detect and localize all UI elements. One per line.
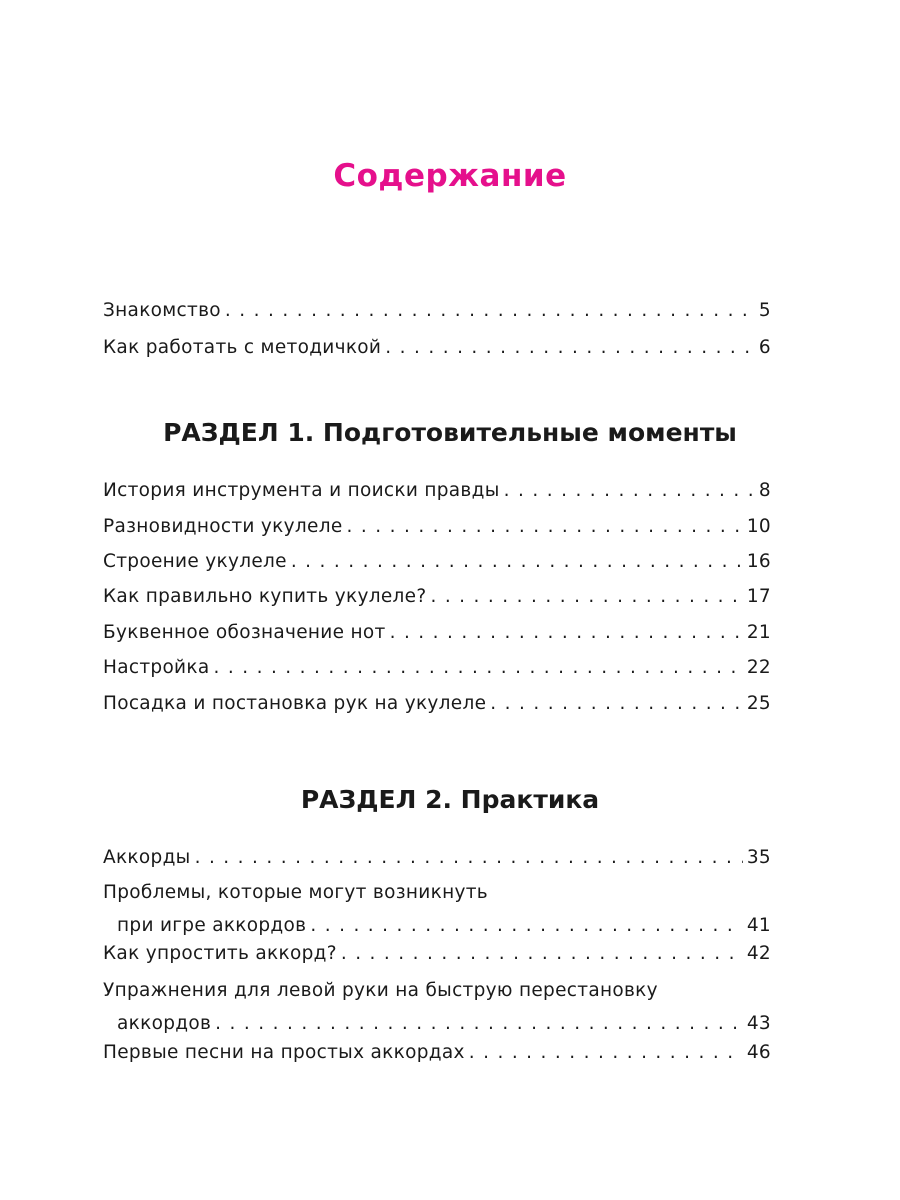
- entry-page-number: 22: [746, 657, 771, 678]
- toc-entry[interactable]: [103, 616, 771, 649]
- dot-leader: [195, 841, 743, 874]
- dot-leader: [291, 545, 743, 578]
- entry-title: Как упростить аккорд?: [103, 943, 337, 964]
- toc-entry[interactable]: [103, 510, 771, 543]
- entry-title: Аккорды: [103, 847, 191, 868]
- entry-title-continued: аккордов: [117, 1013, 212, 1034]
- toc-title: Содержание: [333, 158, 567, 194]
- dot-leader: [225, 294, 755, 327]
- toc-entry[interactable]: [103, 687, 771, 720]
- dot-leader: [341, 937, 743, 970]
- entry-title: Посадка и постановка рук на укулеле: [103, 693, 487, 714]
- dot-leader: [214, 651, 743, 684]
- entry-page-number: 46: [746, 1042, 771, 1063]
- entry-title: Проблемы, которые могут возникнуть: [103, 882, 488, 903]
- entry-page-number: 17: [746, 586, 771, 607]
- entry-page-number: 43: [746, 1013, 771, 1034]
- entry-page-number: 10: [746, 516, 771, 537]
- entry-title: Упражнения для левой руки на быструю перестановку: [103, 980, 658, 1001]
- entry-title: Строение укулеле: [103, 551, 287, 572]
- toc-entry[interactable]: [103, 841, 771, 874]
- entry-title: Разновидности укулеле: [103, 516, 343, 537]
- entry-page-number: 5: [758, 300, 771, 321]
- entry-page-number: 21: [746, 622, 771, 643]
- entry-title: Буквенное обозначение нот: [103, 622, 386, 643]
- entry-page-number: 8: [758, 480, 771, 501]
- entry-title-continued: при игре аккордов: [117, 915, 307, 936]
- entry-title: Знакомство: [103, 300, 221, 321]
- dot-leader: [347, 510, 743, 543]
- toc-entry[interactable]: [103, 876, 771, 942]
- toc-entry[interactable]: [103, 651, 771, 684]
- toc-entry[interactable]: [103, 331, 771, 364]
- toc-entry[interactable]: [103, 294, 771, 327]
- entry-page-number: 35: [746, 847, 771, 868]
- section-heading: РАЗДЕЛ 2. Практика: [300, 785, 600, 814]
- entry-page-number: 6: [758, 337, 771, 358]
- dot-leader: [430, 580, 742, 613]
- toc-entry[interactable]: [103, 974, 771, 1040]
- dot-leader: [469, 1036, 743, 1069]
- dot-leader: [390, 616, 743, 649]
- toc-entry[interactable]: [103, 545, 771, 578]
- dot-leader: [504, 474, 755, 507]
- entry-title: История инструмента и поиски правды: [103, 480, 500, 501]
- toc-entry[interactable]: [103, 1036, 771, 1069]
- section-heading: РАЗДЕЛ 1. Подготовительные моменты: [163, 418, 737, 447]
- entry-title: Настройка: [103, 657, 210, 678]
- toc-entry[interactable]: [103, 937, 771, 970]
- toc-entry[interactable]: [103, 474, 771, 507]
- entry-page-number: 16: [746, 551, 771, 572]
- entry-page-number: 25: [746, 693, 771, 714]
- entry-title: Как работать с методичкой: [103, 337, 382, 358]
- dot-leader: [385, 331, 755, 364]
- entry-title: Первые песни на простых аккордах: [103, 1042, 465, 1063]
- toc-entry[interactable]: [103, 580, 771, 613]
- entry-page-number: 41: [746, 915, 771, 936]
- dot-leader: [490, 687, 743, 720]
- entry-title: Как правильно купить укулеле?: [103, 586, 427, 607]
- entry-page-number: 42: [746, 943, 771, 964]
